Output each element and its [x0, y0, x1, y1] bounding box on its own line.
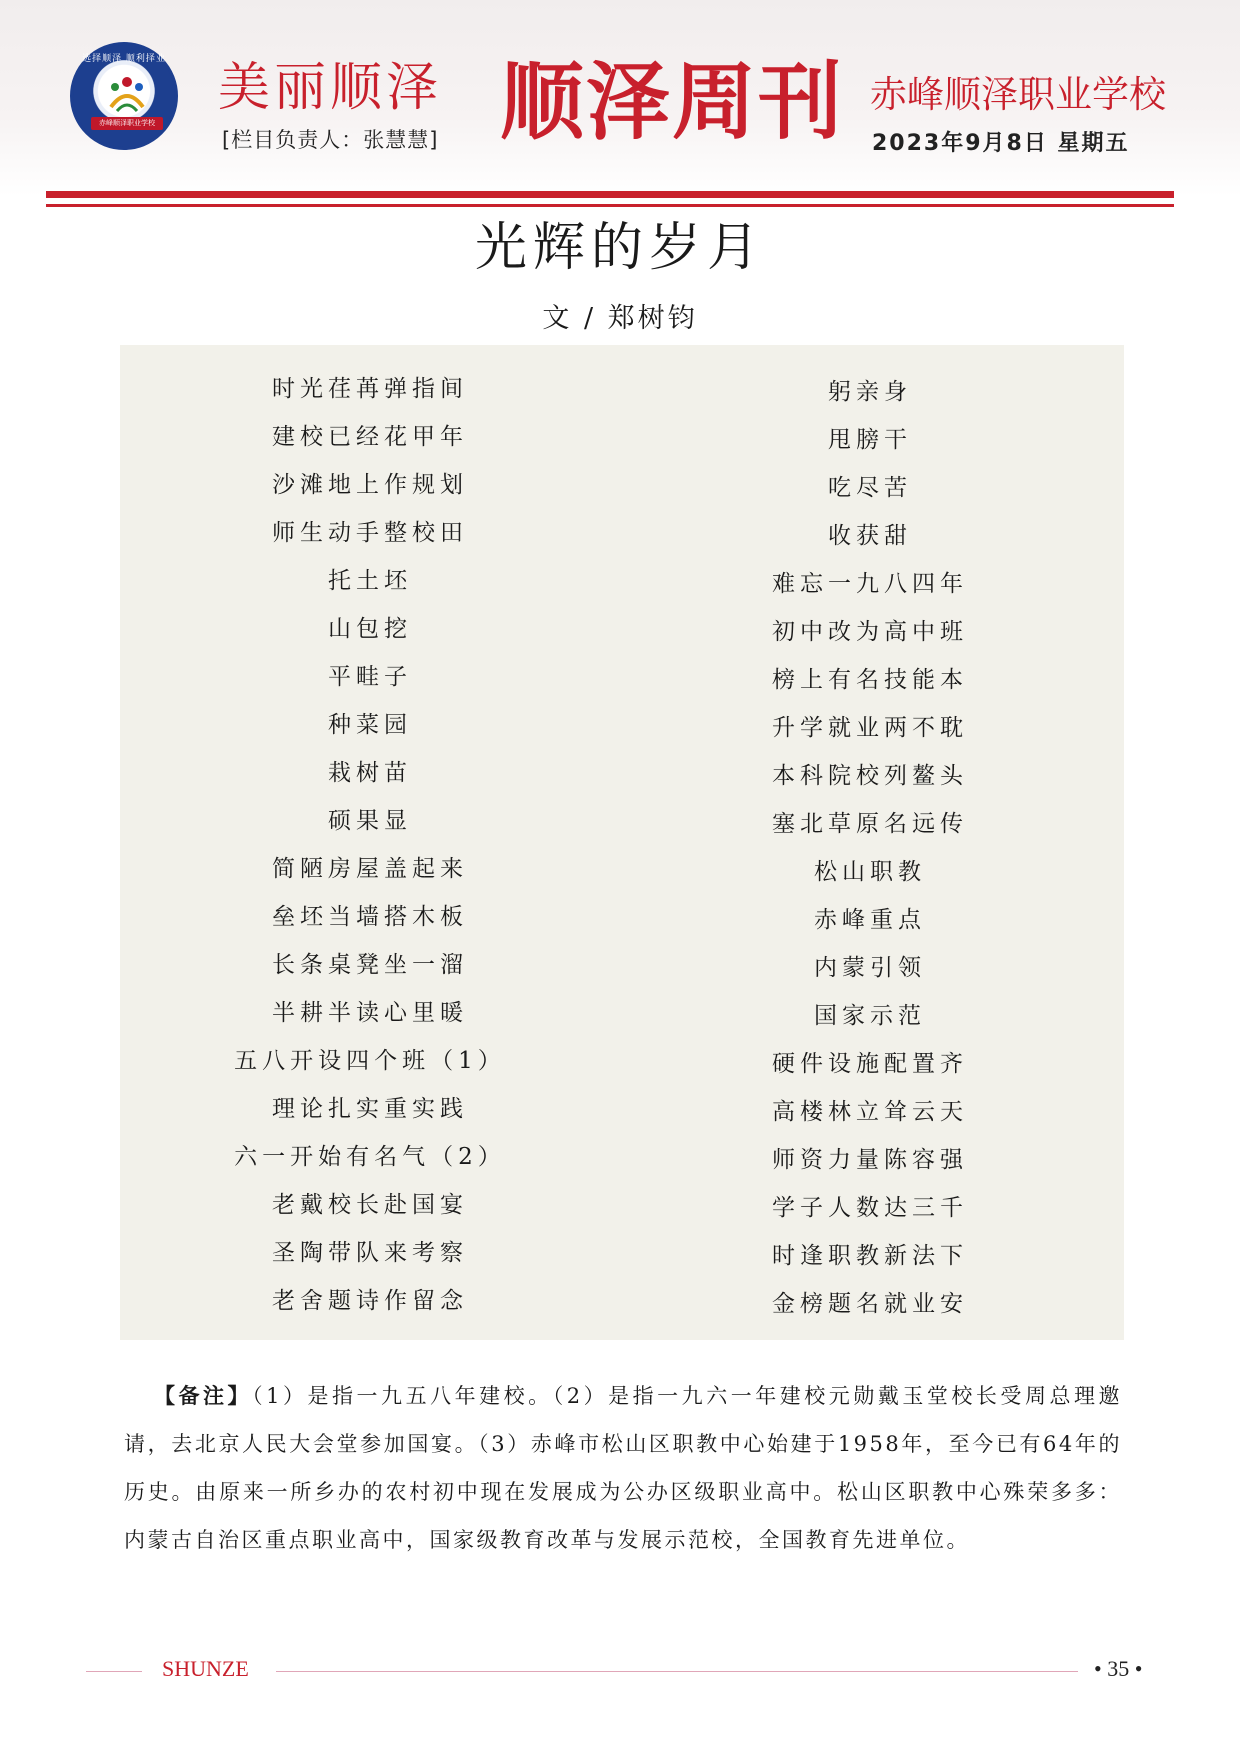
- publication-title: 顺泽周刊: [500, 53, 845, 151]
- poem-line: 高楼林立耸云天: [772, 1099, 968, 1125]
- article-title: 光辉的岁月: [474, 218, 765, 278]
- header-rule-thin: [46, 204, 1174, 207]
- poem-line: 吃尽苦: [828, 475, 912, 501]
- logo-banner: 赤峰顺泽职业学校: [91, 117, 163, 130]
- section-title: 美丽顺泽: [218, 58, 443, 118]
- poem-line: 沙滩地上作规划: [272, 472, 468, 498]
- poem-line: 师资力量陈容强: [772, 1147, 968, 1173]
- poem-line: 本科院校列鳌头: [772, 763, 968, 789]
- poem-line: 甩膀干: [828, 427, 912, 453]
- page-number: • 35 •: [1094, 1656, 1143, 1681]
- column-editor: [栏目负责人：张慧慧]: [222, 128, 439, 152]
- poem-line: 简陋房屋盖起来: [272, 856, 468, 882]
- poem-line: 难忘一九八四年: [772, 571, 968, 597]
- poem-line: 塞北草原名远传: [772, 811, 968, 837]
- poem-line: 六一开始有名气（2）: [234, 1144, 506, 1170]
- article-byline: 文 / 郑树钧: [542, 303, 698, 334]
- poem-line: 硕果显: [328, 808, 412, 834]
- poem-line: 垒坯当墙搭木板: [272, 904, 468, 930]
- footer-divider-right: [276, 1671, 1078, 1672]
- poem-line: 老戴校长赴国宴: [272, 1192, 468, 1218]
- poem-column-left: [120, 365, 620, 1325]
- school-name: 赤峰顺泽职业学校: [870, 73, 1166, 116]
- poem-line: 圣陶带队来考察: [272, 1240, 468, 1266]
- poem-line: 栽树苗: [328, 760, 412, 786]
- poem-line: 赤峰重点: [814, 907, 926, 933]
- poem-line: 收获甜: [828, 523, 912, 549]
- poem-line: 榜上有名技能本: [772, 667, 968, 693]
- poem-line: 躬亲身: [828, 379, 912, 405]
- poem-line: 托土坯: [328, 568, 412, 594]
- poem-line: 时逢职教新法下: [772, 1243, 968, 1269]
- poem-line: 山包挖: [328, 616, 412, 642]
- school-logo: [70, 42, 178, 150]
- poem-line: 师生动手整校田: [272, 520, 468, 546]
- poem-line: 升学就业两不耽: [772, 715, 968, 741]
- poem-line: 五八开设四个班（1）: [234, 1048, 506, 1074]
- poem-line: 初中改为高中班: [772, 619, 968, 645]
- poem-line: 种菜园: [328, 712, 412, 738]
- poem-column-right: [620, 368, 1120, 1328]
- header-rule-thick: [46, 191, 1174, 198]
- poem-line: 内蒙引领: [814, 955, 926, 981]
- poem-box: [120, 345, 1124, 1340]
- poem-line: 平畦子: [328, 664, 412, 690]
- poem-line: 松山职教: [814, 859, 926, 885]
- issue-date: 2023年9月8日 星期五: [872, 131, 1130, 156]
- poem-line: 半耕半读心里暖: [272, 1000, 468, 1026]
- article-notes: [124, 1372, 1122, 1564]
- footer-divider-left: [86, 1671, 142, 1672]
- poem-line: 理论扎实重实践: [272, 1096, 468, 1122]
- footer-brand: SHUNZE: [162, 1656, 249, 1681]
- poem-line: 金榜题名就业安: [772, 1291, 968, 1317]
- logo-ring-text: 选择顺泽 顺利择业: [82, 54, 166, 64]
- poem-line: 老舍题诗作留念: [272, 1288, 468, 1314]
- poem-line: 时光荏苒弹指间: [272, 376, 468, 402]
- poem-line: 国家示范: [814, 1003, 926, 1029]
- logo-figure-icon: [107, 75, 147, 113]
- note-text: （1）是指一九五八年建校。（2）是指一九六一年建校元勋戴玉堂校长受周总理邀请，去北京人民大会堂参加国宴。（3）赤峰市松山区职教中心始建于1958年，至今已有64年的历史。由原来一所乡办的农村初中现在发展成为公办区级职业高中。松山区职教中心殊荣多多：内蒙古自治区重点职业高中，国家级教育改革与发展示范校，全国教育先进单位。: [124, 1384, 1122, 1552]
- poem-line: 学子人数达三千: [772, 1195, 968, 1221]
- poem-line: 硬件设施配置齐: [772, 1051, 968, 1077]
- note-label: 【备注】: [154, 1383, 253, 1408]
- poem-line: 建校已经花甲年: [272, 424, 468, 450]
- poem-line: 长条桌凳坐一溜: [272, 952, 468, 978]
